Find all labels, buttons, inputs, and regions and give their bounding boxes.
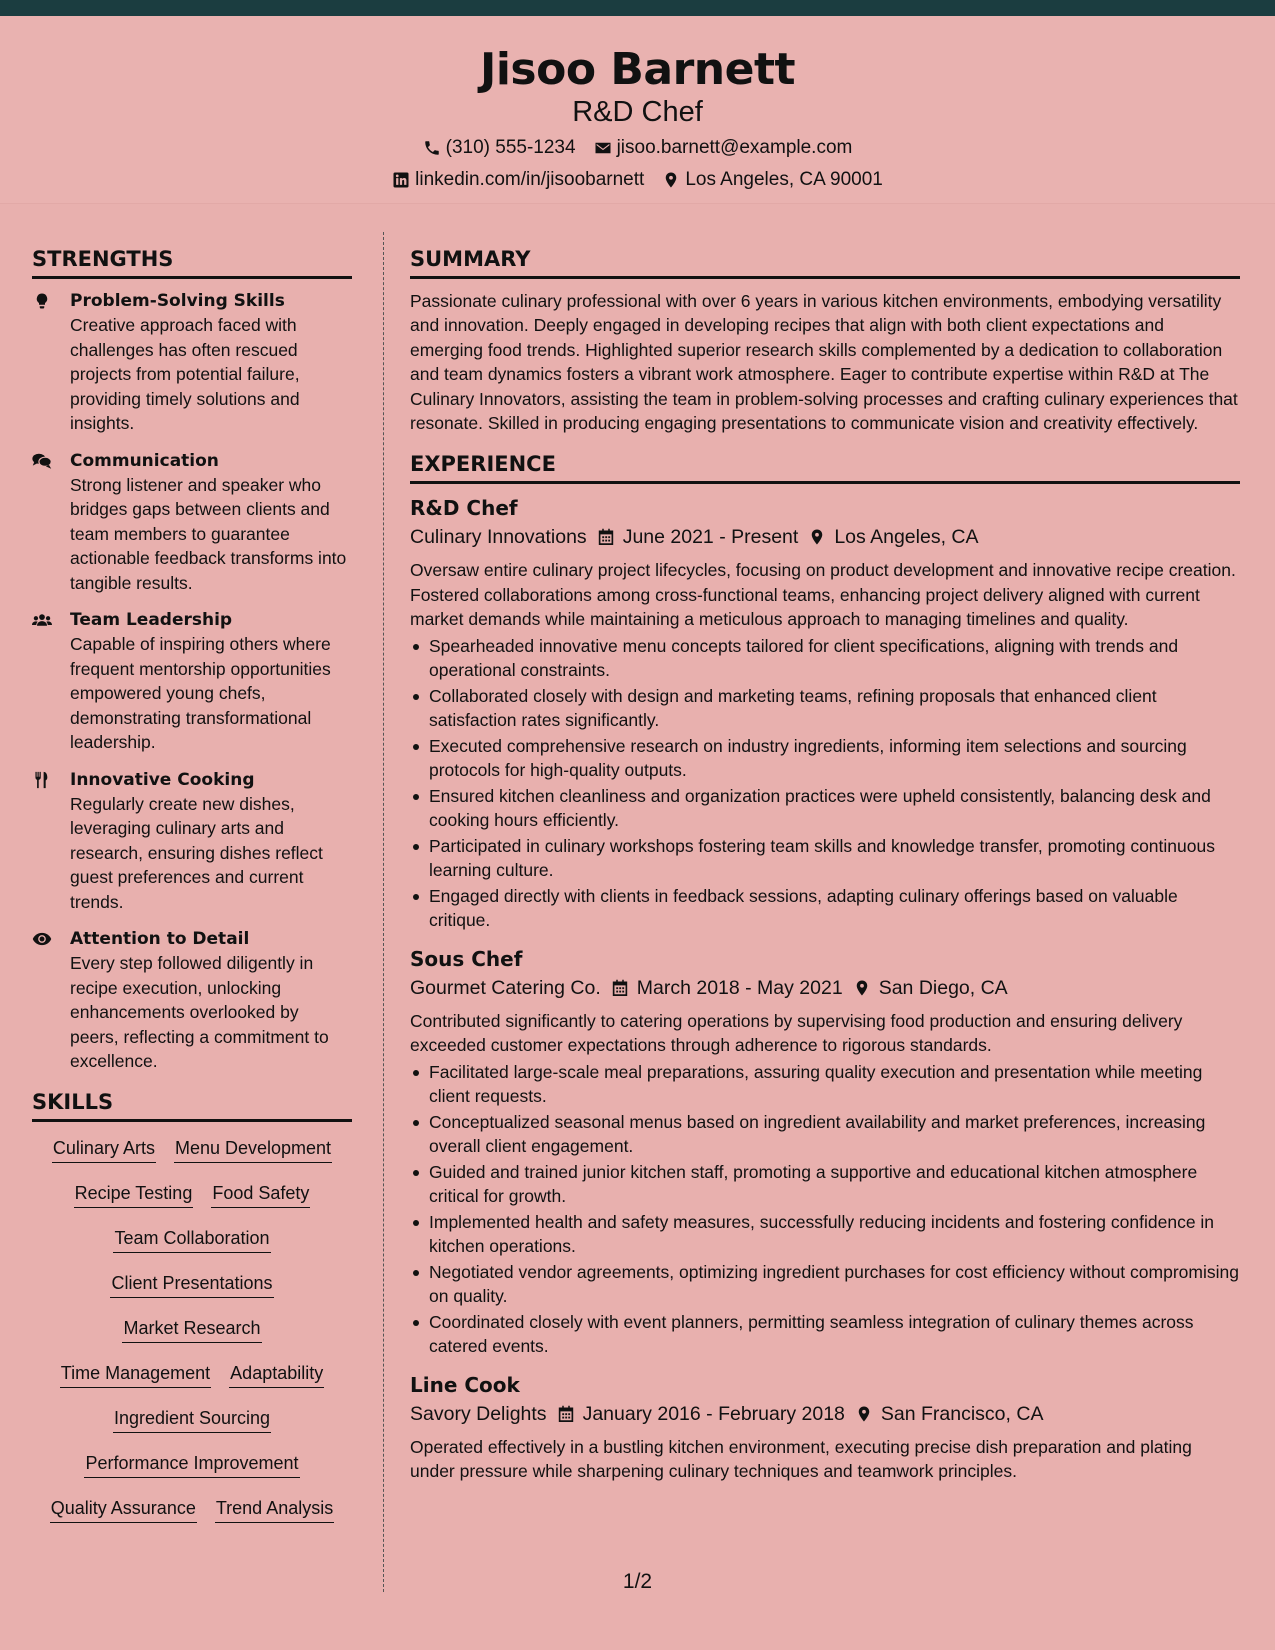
bullet-item: Conceptualized seasonal menus based on ingredient availability and market preferences, increasing overall client engagement. [410,1110,1240,1159]
bullet-item: Spearheaded innovative menu concepts tailored for client specifications, aligning with trends and operational constraints. [410,634,1240,683]
job-location [853,973,1008,1003]
job-title: Sous Chef [410,946,523,971]
map-pin-icon [853,979,871,997]
job-entry [410,945,1240,1359]
job-dates-text: March 2018 - May 2021 [636,976,843,999]
bullet-item: Engaged directly with clients in feedback sessions, adapting culinary offerings based on valuable critique. [410,884,1240,933]
job-company: Culinary Innovations [410,526,587,549]
strength-item [32,927,352,1074]
bullet-item: Ensured kitchen cleanliness and organization practices were upheld consistently, balancing desk and cooking hours efficiently. [410,784,1240,833]
strength-item [32,768,352,915]
email-contact[interactable] [594,136,853,160]
skill-tag: Ingredient Sourcing [113,1406,271,1433]
linkedin-text[interactable]: linkedin.com/in/jisoobarnett [415,169,645,190]
strength-title: Attention to Detail [70,929,250,949]
job-dates-text: June 2021 - Present [622,526,799,549]
skills-title: SKILLS [32,1087,352,1122]
calendar-icon [611,979,629,997]
contact-row-1 [0,136,1275,160]
strength-title: Team Leadership [70,610,233,630]
skill-row [32,1312,352,1357]
right-column [410,244,1240,1484]
strength-item [32,289,352,436]
candidate-role: R&D Chef [572,96,703,128]
location-contact [662,168,883,192]
skill-row [32,1447,352,1492]
bullet-item: Collaborated closely with design and marketing teams, refining proposals that enhanced client satisfaction rates significantly. [410,684,1240,733]
skill-tag: Market Research [122,1316,261,1343]
linkedin-icon [392,171,410,189]
strength-title: Communication [70,450,219,471]
bullet-item: Facilitated large-scale meal preparations, assuring quality execution and presentation while meeting client requests. [410,1060,1240,1109]
skill-row [32,1357,352,1402]
job-description: Contributed significantly to catering operations by supervising food production and ensuring delivery exceeded customer expectations through adherence to rigorous standards. [410,1010,1183,1056]
job-entry [410,494,1240,933]
skill-row [32,1132,352,1177]
strengths-title: STRENGTHS [32,244,352,279]
job-title: Line Cook [410,1372,520,1397]
job-meta [410,522,1240,552]
users-icon [32,611,52,629]
strength-desc: Creative approach faced with challenges has often rescued projects from potential failure, providing timely solutions and insights. [70,315,300,433]
skill-tag: Client Presentations [110,1271,273,1298]
contact-row-2 [0,168,1275,192]
map-pin-icon [662,171,680,189]
skill-tag: Culinary Arts [52,1136,156,1163]
location-text: Los Angeles, CA 90001 [685,169,883,190]
resume-header [0,16,1275,204]
skill-row [32,1177,352,1222]
email-text[interactable]: jisoo.barnett@example.com [616,137,853,158]
bullet-item: Coordinated closely with event planners, permitting seamless integration of culinary themes across catered events. [410,1310,1240,1359]
skill-tag: Adaptability [229,1361,324,1388]
skill-tag: Menu Development [174,1136,332,1163]
skill-row [32,1267,352,1312]
summary-text: Passionate culinary professional with over 6 years in various kitchen environments, embodying versatility and innovation. Deeply engaged in developing recipes that align with both client expectations and emerging food trends. Highlighted superior research skills complemented by a dedication to collaboration and team dynamics fosters a vibrant work atmosphere. Eager to contribute expertise within R&D at The Culinary Innovators, assisting the team in problem-solving processes and crafting culinary experiences that resonate. Skilled in producing engaging presentations to communicate vision and creativity effectively. [410,291,1238,434]
strength-title: Problem-Solving Skills [70,291,285,311]
experience-title: EXPERIENCE [410,449,1240,484]
bullet-item: Executed comprehensive research on industry ingredients, informing item selections and sourcing protocols for high-quality outputs. [410,734,1240,783]
envelope-icon [594,139,612,157]
job-dates [611,973,843,1003]
job-company: Gourmet Catering Co. [410,976,601,999]
job-location-text: San Diego, CA [878,976,1008,999]
strength-title: Innovative Cooking [70,769,255,790]
top-accent-bar [0,0,1275,16]
candidate-name: Jisoo Barnett [479,44,796,95]
strength-desc: Capable of inspiring others where frequent mentorship opportunities empowered young chefs, demonstrating transformational leadership. [70,634,331,752]
skills-list [32,1132,352,1537]
strength-item [32,449,352,596]
job-entry [410,1371,1240,1484]
phone-icon [423,139,441,157]
map-pin-icon [808,528,826,546]
bullet-item: Guided and trained junior kitchen staff, promoting a supportive and educational kitchen atmosphere critical for growth. [410,1160,1240,1209]
linkedin-contact[interactable] [392,168,644,192]
bullet-item: Negotiated vendor agreements, optimizing ingredient purchases for cost efficiency without compromising on quality. [410,1260,1240,1309]
strength-desc: Every step followed diligently in recipe execution, unlocking enhancements overlooked by peers, reflecting a commitment to excellence. [70,953,329,1071]
job-description: Oversaw entire culinary project lifecycles, focusing on product development and innovative recipe creation. Fostered collaborations among cross-functional teams, enhancing project delivery aligned with current market demands while maintaining a meticulous approach to managing timelines and quality. [410,560,1236,630]
strength-desc: Strong listener and speaker who bridges gaps between clients and team members to guarantee actionable feedback transforms into tangible results. [70,474,347,593]
eye-icon [32,930,52,948]
skill-row [32,1222,352,1267]
job-description: Operated effectively in a bustling kitchen environment, executing precise dish preparation and plating under pressure while sharpening culinary techniques and teamwork principles. [410,1436,1192,1482]
job-meta [410,1399,1240,1429]
job-location-text: San Francisco, CA [880,1402,1044,1425]
job-company: Savory Delights [410,1402,547,1425]
calendar-icon [597,528,615,546]
comments-icon [32,452,52,470]
phone-contact [423,136,576,160]
skill-tag: Food Safety [211,1181,310,1208]
job-location-text: Los Angeles, CA [834,526,979,549]
job-dates [557,1399,845,1429]
job-title: R&D Chef [410,496,518,521]
bullet-item: Implemented health and safety measures, successfully reducing incidents and fostering confidence in kitchen operations. [410,1210,1240,1259]
skill-tag: Time Management [60,1361,211,1388]
job-location [855,1399,1044,1429]
skill-tag: Team Collaboration [113,1226,270,1253]
strength-item [32,608,352,755]
job-bullets [410,1060,1240,1359]
calendar-icon [557,1405,575,1423]
summary-title: SUMMARY [410,244,1240,279]
map-pin-icon [855,1405,873,1423]
skill-row [32,1402,352,1447]
job-meta [410,973,1240,1003]
skill-tag: Performance Improvement [84,1451,299,1478]
column-divider [383,232,384,1592]
job-bullets [410,634,1240,933]
job-dates [597,522,799,552]
page-number: 1/2 [622,1570,653,1593]
skill-tag: Trend Analysis [215,1496,334,1523]
lightbulb-icon [32,292,52,310]
skill-tag: Quality Assurance [50,1496,197,1523]
utensils-icon [32,771,52,789]
left-column [32,244,352,1537]
bullet-item: Participated in culinary workshops fostering team skills and knowledge transfer, promoting continuous learning culture. [410,834,1240,883]
skill-row [32,1492,352,1537]
skill-tag: Recipe Testing [74,1181,194,1208]
job-location [808,522,978,552]
job-dates-text: January 2016 - February 2018 [582,1402,845,1425]
phone-text: (310) 555-1234 [445,137,576,158]
strength-desc: Regularly create new dishes, leveraging culinary arts and research, ensuring dishes reflect guest preferences and current trends. [70,793,323,912]
